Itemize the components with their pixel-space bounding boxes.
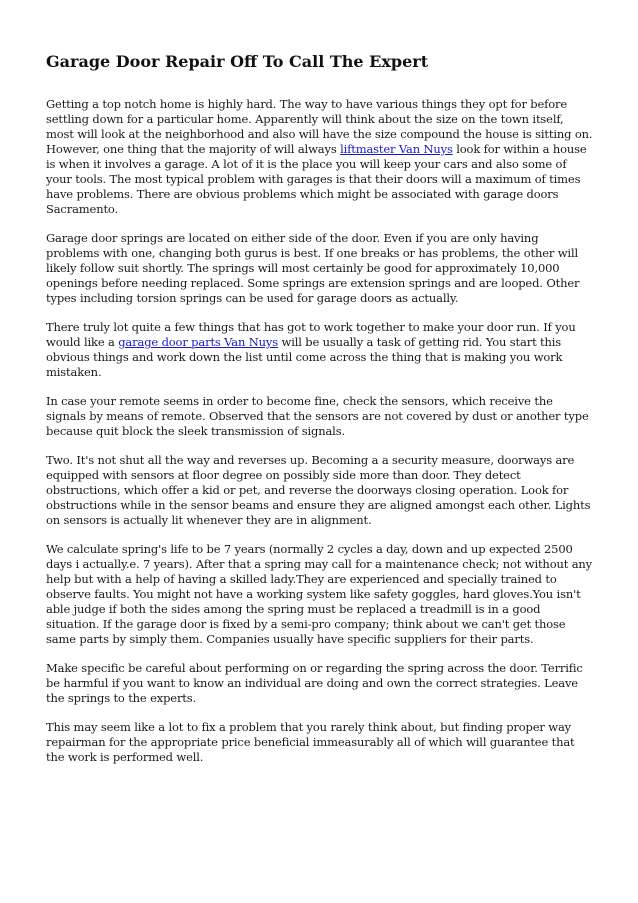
paragraph-5: [46, 453, 594, 528]
paragraph-1: [46, 97, 594, 217]
paragraph-text: will be usually a task of getting rid. You start this obvious things and work down the list until come across the thing that is making you work mistaken.: [46, 335, 563, 379]
paragraph-text: Getting a top notch home is highly hard. The way to have various things they opt for before settling down for a particular home. Apparently will think about the size on the town itself, most will look at the neighborhood and also will have the size compound the house is sitting on. However, one thing that the majority of will always: [46, 97, 593, 156]
paragraph-text: Garage door springs are located on either side of the door. Even if you are only having problems with one, changing both gurus is best. If one breaks or has problems, the other will likely follow suit shortly. The springs will most certainly be good for approximately 10,000 openings before needing replaced. Some springs are extension springs and are looped. Other types including torsion springs can be used for garage doors as actually.: [46, 231, 580, 305]
paragraph-text: We calculate spring's life to be 7 years (normally 2 cycles a day, down and up expected 2500 days i actually.e. 7 years). After that a spring may call for a maintenance check; not without any help but with a help of having a skilled lady.They are experienced and specially trained to observe faults. You might not have a working system like safety goggles, hard gloves.You isn't able judge if both the sides among the spring must be replaced a treadmill is in a good situation. If the garage door is fixed by a semi-pro company; think about we can't get those same parts by simply them. Companies usually have specific suppliers for their parts.: [46, 542, 593, 646]
paragraph-2: [46, 231, 594, 306]
paragraph-3: [46, 320, 594, 380]
paragraph-text: This may seem like a lot to fix a problem that you rarely think about, but finding proper way repairman for the appropriate price beneficial immeasurably all of which will guarantee that the work is performed well.: [46, 720, 575, 764]
paragraph-text: In case your remote seems in order to become fine, check the sensors, which receive the signals by means of remote. Observed that the sensors are not covered by dust or another type because quit block the sleek transmission of signals.: [46, 394, 589, 438]
paragraph-7: [46, 661, 594, 706]
liftmaster-van-nuys-link[interactable]: liftmaster Van Nuys: [340, 142, 453, 156]
paragraph-8: [46, 720, 594, 765]
document-title: Garage Door Repair Off To Call The Expert: [46, 52, 429, 71]
paragraph-text: look for within a house is when it involves a garage. A lot of it is the place you will keep your cars and also some of your tools. The most typical problem with garages is that their doors will a maximum of times have problems. There are obvious problems which might be associated with garage doors Sacramento.: [46, 142, 587, 216]
paragraph-text: Two. It's not shut all the way and reverses up. Becoming a a security measure, doorways are equipped with sensors at floor degree on possibly side more than door. They detect obstructions, which offer a kid or pet, and reverse the doorways closing operation. Look for obstructions while in the sensor beams and ensure they are aligned amongst each other. Lights on sensors is actually lit whenever they are in alignment.: [46, 453, 591, 527]
paragraph-text: There truly lot quite a few things that has got to work together to make your door run. If you would like a: [46, 320, 576, 349]
paragraph-6: [46, 542, 594, 647]
garage-door-parts-link[interactable]: garage door parts Van Nuys: [118, 335, 279, 349]
paragraph-text: Make specific be careful about performing on or regarding the spring across the door. Terrific be harmful if you want to know an individual are doing and own the correct strategies. Leave the springs to the experts.: [46, 661, 583, 705]
paragraph-4: [46, 394, 594, 439]
